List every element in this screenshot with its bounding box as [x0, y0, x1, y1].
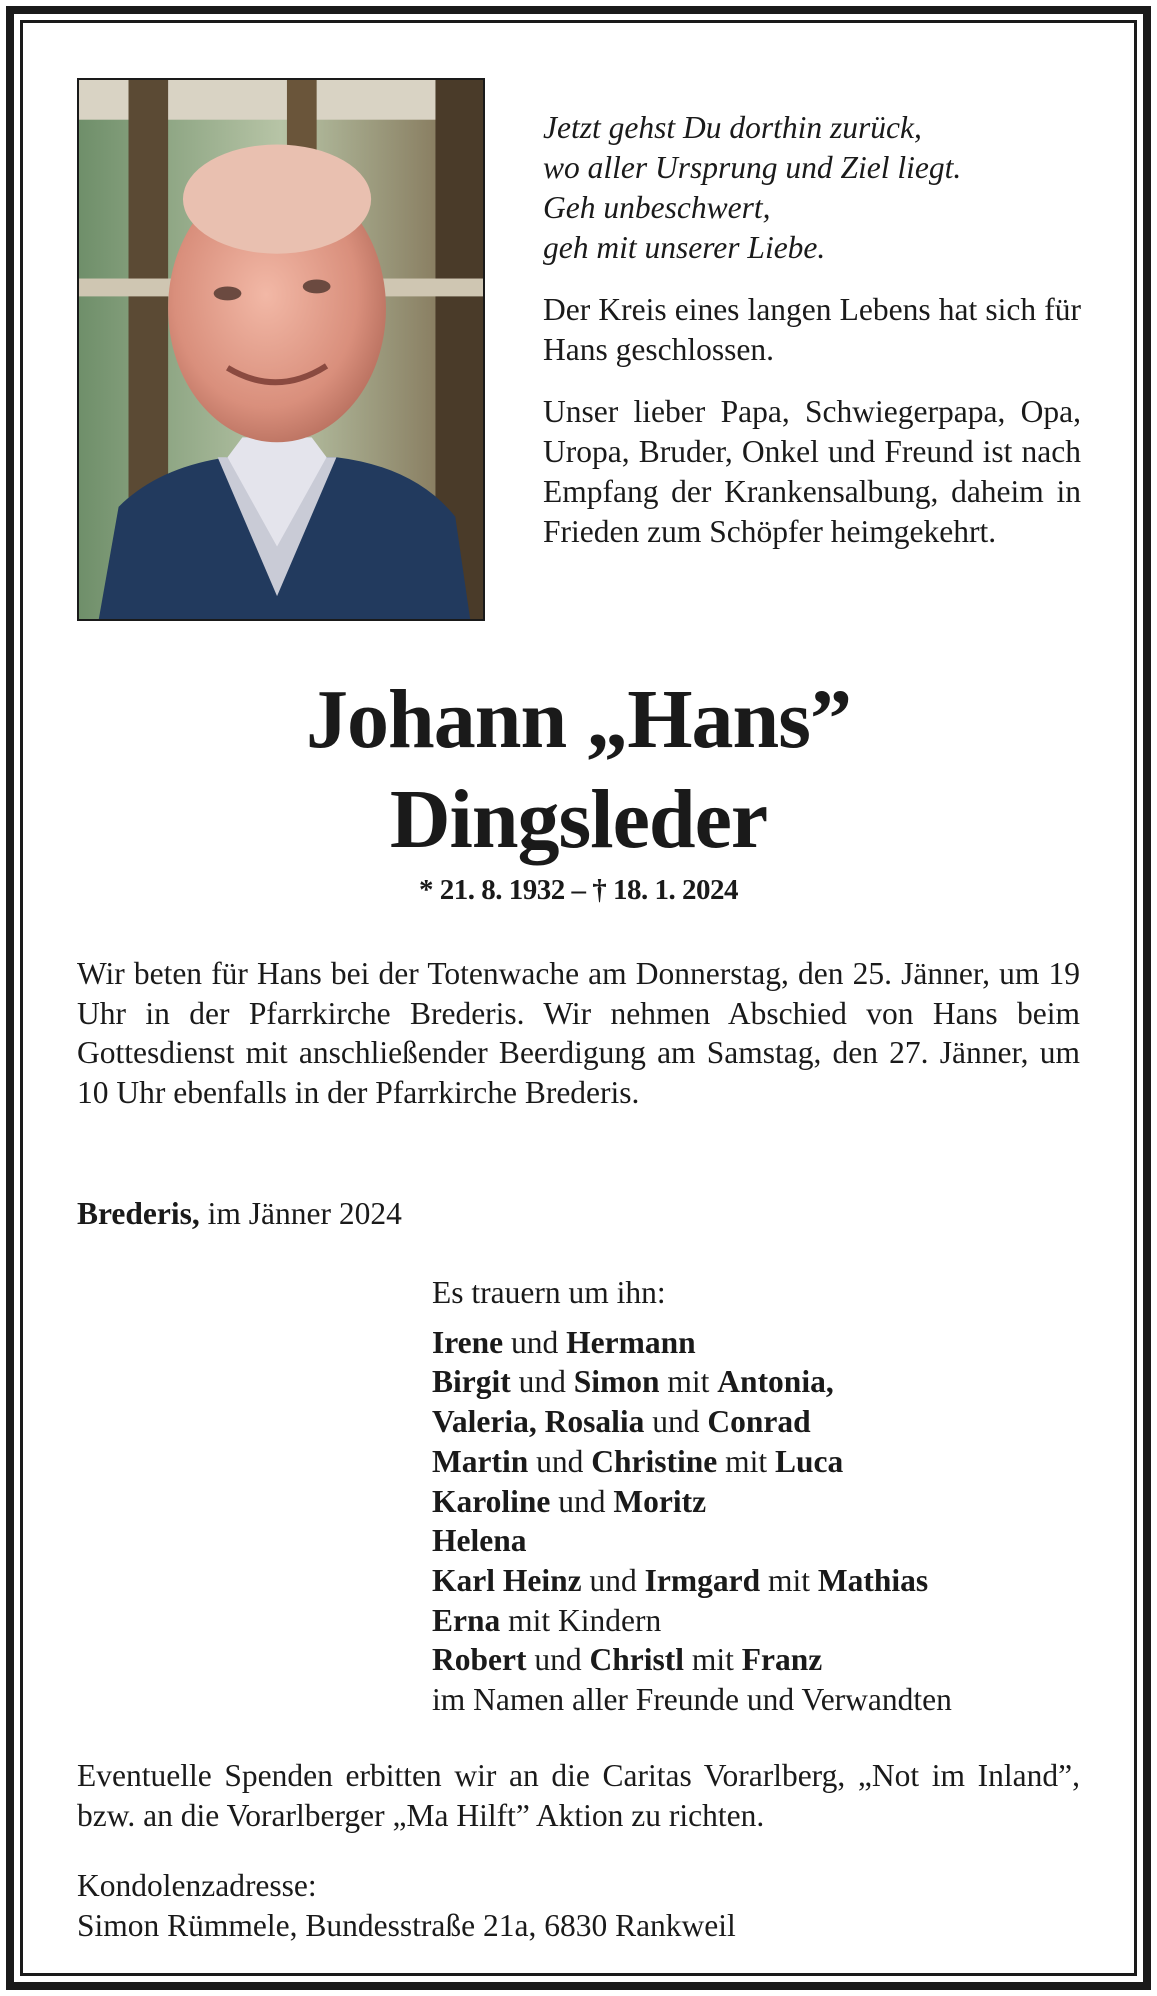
condolence-label: Kondolenzadresse: — [77, 1868, 317, 1903]
mourner-name: Conrad — [707, 1404, 811, 1440]
mourner-line — [432, 1323, 1092, 1363]
intro-text-1: Der Kreis eines langen Lebens hat sich für Hans geschlossen. — [543, 292, 1081, 367]
connector: und — [550, 1483, 614, 1519]
mourner-line — [432, 1640, 1092, 1680]
mourners-intro: Es trauern um ihn: — [432, 1275, 666, 1310]
mourners-list — [432, 1273, 1092, 1720]
mourner-name: Robert — [432, 1642, 527, 1678]
deceased-name-line-2: Dingsleder — [389, 773, 768, 866]
deceased-name-line-1: Johann „Hans” — [306, 673, 851, 766]
connector: mit — [659, 1364, 718, 1400]
ceremony-text: Wir beten für Hans bei der Totenwache am Donnerstag, den 25. Jänner, um 19 Uhr in der Pfarrkirche Brederis. Wir nehmen Abschied von Hans beim Gottesdienst mit anschließender Beerdigung am Samstag, den 27. Jänner, um 10 Uhr ebenfalls in der Pfarrkirche Brederis. — [77, 956, 1080, 1110]
mourner-name: Valeria, Rosalia — [432, 1404, 645, 1440]
mourner-name: Moritz — [613, 1483, 707, 1519]
poem-line: geh mit unserer Liebe. — [543, 230, 826, 265]
mourner-line — [432, 1601, 1092, 1641]
portrait-photo — [77, 78, 485, 621]
poem-line: wo aller Ursprung und Ziel liegt. — [543, 150, 962, 185]
mourner-name: Karl Heinz — [432, 1562, 582, 1598]
intro-text-2: Unser lieber Papa, Schwiegerpapa, Opa, Uropa, Bruder, Onkel und Freund ist nach Empfang der Krankensalbung, daheim in Frieden zum Schöpfer heimgekehrt. — [543, 394, 1081, 549]
mourners-closing: im Namen aller Freunde und Verwandten — [432, 1682, 952, 1718]
mourner-name: Franz — [741, 1642, 823, 1678]
place-date — [77, 1194, 402, 1234]
mourner-name: Christine — [591, 1443, 718, 1479]
condolence-address — [77, 1866, 736, 1945]
mourner-line — [432, 1442, 1092, 1482]
life-dates: * 21. 8. 1932 – † 18. 1. 2024 — [419, 874, 738, 906]
connector: mit — [760, 1562, 818, 1598]
poem-line: Geh unbeschwert, — [543, 190, 771, 225]
condolence-address-line: Simon Rümmele, Bundesstraße 21a, 6830 Rankweil — [77, 1907, 736, 1943]
connector: mit — [683, 1642, 742, 1678]
mourner-name: Luca — [775, 1443, 844, 1479]
mourner-name: Hermann — [566, 1324, 696, 1360]
connector: und — [503, 1324, 567, 1360]
mourner-name: Irene — [432, 1324, 504, 1360]
connector: und — [581, 1562, 645, 1598]
intro-column — [543, 108, 1081, 552]
mourner-line — [432, 1561, 1092, 1601]
mourner-line — [432, 1402, 1092, 1442]
date: im Jänner 2024 — [199, 1196, 402, 1231]
mourner-name: Karoline — [432, 1483, 551, 1519]
mourner-name: Helena — [432, 1523, 527, 1559]
donation-text: Eventuelle Spenden erbitten wir an die Caritas Vorarlberg, „Not im Inland”, bzw. an die Vorarlberger „Ma Hilft” Aktion zu richten. — [77, 1758, 1080, 1833]
mourner-name: Simon — [573, 1364, 660, 1400]
mourner-line — [432, 1521, 1092, 1561]
connector: und — [528, 1443, 592, 1479]
connector: und — [510, 1364, 574, 1400]
mourner-name: Mathias — [817, 1562, 929, 1598]
connector: und — [526, 1642, 590, 1678]
mourner-name: Antonia, — [717, 1364, 834, 1400]
mourner-name: Christl — [589, 1642, 684, 1678]
poem-line: Jetzt gehst Du dorthin zurück, — [543, 110, 922, 145]
connector: mit Kindern — [500, 1602, 662, 1638]
place: Brederis, — [77, 1196, 200, 1231]
mourner-line — [432, 1482, 1092, 1522]
mourner-line — [432, 1362, 1092, 1402]
mourner-name: Erna — [432, 1602, 501, 1638]
mourner-name: Martin — [432, 1443, 529, 1479]
connector: und — [644, 1404, 708, 1440]
connector: mit — [717, 1443, 775, 1479]
poem — [543, 108, 1081, 268]
mourner-name: Birgit — [432, 1364, 511, 1400]
mourner-name: Irmgard — [644, 1562, 761, 1598]
